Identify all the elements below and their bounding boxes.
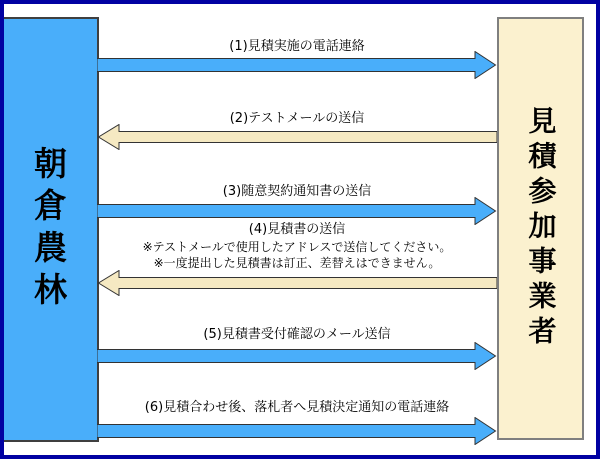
step-4-arrow-left-icon	[97, 270, 497, 296]
entity-label-bidders: 見積参加事業者	[524, 106, 558, 351]
step-1-arrow-right-icon	[97, 51, 497, 79]
step-1-label: (1)見積実施の電話連絡	[229, 39, 365, 54]
entity-label-asakura-norin: 朝倉農林	[29, 145, 68, 314]
step-4-note-2: ※一度提出した見積書は訂正、差替えはできません。	[153, 256, 441, 270]
step-4-label: (4)見積書の送信	[248, 222, 346, 237]
entity-box-bidders	[497, 17, 584, 440]
step-5-label: (5)見積書受付確認のメール送信	[203, 327, 391, 342]
step-2-label: (2)テストメールの送信	[229, 111, 365, 126]
step-3-label: (3)随意契約通知書の送信	[222, 184, 372, 199]
step-5-arrow-right-icon	[97, 342, 497, 370]
step-4-note-1: ※テストメールで使用したアドレスで送信してください。	[142, 240, 452, 254]
step-6-label: (6)見積合わせ後、落札者へ見積決定通知の電話連絡	[144, 400, 450, 415]
step-4-notes	[97, 239, 497, 271]
step-2-arrow-left-icon	[97, 124, 497, 150]
entity-box-asakura-norin	[0, 17, 99, 442]
step-6-arrow-right-icon	[97, 417, 497, 445]
